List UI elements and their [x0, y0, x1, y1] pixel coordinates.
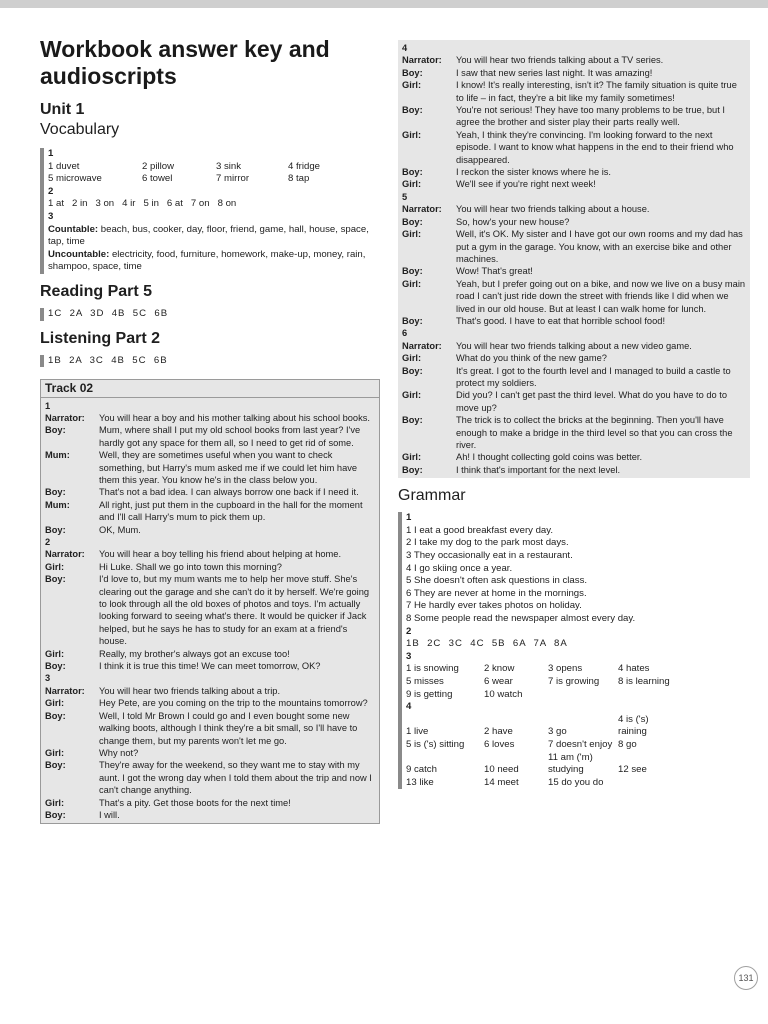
dialogue-line — [402, 315, 746, 327]
uncountable-list: electricity, food, furniture, homework, make-up, money, rain, shampoo, space, time — [48, 248, 366, 273]
dialogue-line — [402, 67, 746, 79]
countable-answer — [48, 224, 380, 249]
grammar-ex1 — [406, 525, 750, 626]
dialogue-line — [45, 412, 375, 424]
answer-row — [406, 689, 750, 702]
dialogue-line — [45, 710, 375, 747]
speaker-label: Boy: — [45, 809, 66, 820]
speaker-label: Boy: — [45, 661, 66, 672]
answer-row — [406, 752, 750, 777]
section-number: 6 — [402, 328, 408, 339]
answer-item: 3 go — [548, 726, 567, 738]
dialogue-text: I think that's important for the next level. — [456, 464, 621, 475]
dialogue-text: Well, they are sometimes useful when you want to check something, but Harry's mum asked me if we could let him have them this year. You know he's in the class below you. — [99, 450, 358, 485]
countable-list: beach, bus, cooker, day, floor, friend, game, hall, house, space, tap, time — [48, 223, 369, 248]
exercise-number: 1 — [406, 512, 412, 524]
section-number: 2 — [45, 537, 51, 547]
speaker-label: Narrator: — [45, 412, 85, 423]
dialogue-line — [402, 340, 746, 352]
answer-item: 2 know — [484, 663, 515, 675]
grammar-ex3 — [406, 663, 750, 701]
dialogue-text: Really, my brother's always got an excuse too! — [99, 648, 290, 659]
speaker-label: Mum: — [45, 499, 70, 510]
dialogue-text: That's good. I have to eat that horrible school food! — [456, 315, 666, 326]
speaker-label: Girl: — [402, 278, 422, 289]
answer-item: 5 microwave — [48, 173, 102, 185]
answer-item: 15 do you do — [548, 776, 604, 788]
answer-row — [406, 714, 750, 739]
dialogue-line — [402, 278, 746, 315]
dialogue-line — [45, 449, 375, 486]
answer-item: 3 sink — [216, 160, 242, 172]
dialogue-line — [402, 104, 746, 129]
dialogue-line — [402, 166, 746, 178]
answer-row — [406, 663, 750, 676]
dialogue-line — [402, 203, 746, 215]
dialogue-text: You will hear two friends talking about a trip. — [99, 685, 281, 696]
dialogue-line — [45, 809, 375, 821]
speaker-label: Boy: — [402, 67, 423, 78]
speaker-label: Girl: — [402, 179, 422, 190]
answer-item: 9 is getting — [406, 688, 453, 700]
dialogue-text: All right, just put them in the cupboard in the hall for the moment and I'll call Harry's mum to pick them up. — [99, 499, 363, 523]
speaker-label: Boy: — [45, 487, 66, 498]
reading-heading: Reading Part 5 — [40, 282, 153, 300]
answer-item: 10 watch — [484, 688, 523, 700]
speaker-label: Narrator: — [45, 549, 85, 560]
speaker-label: Boy: — [45, 425, 66, 436]
speaker-label: Boy: — [402, 266, 423, 277]
dialogue-text: I'd love to, but my mum wants me to help her move stuff. She's clearing out the garage and she can't do it by herself. We're going to look through all the old boxes of photos and toys. I'm actually looking forward to seeing what's there. It would be quicker if Jack helped, but he says he has to study for an exam at a friend's house. — [99, 574, 370, 647]
answer-sentence: 3 They occasionally eat in a restaurant. — [406, 550, 573, 561]
dialogue-line — [402, 79, 746, 104]
answer-item: 11 am ('m) studying — [548, 751, 593, 776]
audioscript-panel — [40, 379, 380, 824]
dialogue-line — [402, 178, 746, 190]
answer-item: 5 misses — [406, 675, 444, 687]
dialogue-text: Why not? — [99, 747, 139, 758]
page-number: 131 — [734, 966, 758, 990]
speaker-label: Boy: — [402, 167, 423, 178]
answer-item: 8 go — [618, 738, 637, 750]
answer-item: 4 fridge — [288, 160, 320, 172]
exercise-number: 2 — [406, 625, 412, 637]
dialogue-text: It's great. I got to the fourth level and I managed to build a castle to protect my soldiers. — [456, 365, 731, 388]
dialogue-text: Well, it's OK. My sister and I have got our own rooms and my dad has put a gym in the garage. You know, with an exercise bike and other machines. — [456, 229, 743, 264]
listening-answers: 1B 2A 3C 4B 5C 6B — [40, 355, 380, 368]
exercise-number: 3 — [406, 650, 412, 662]
speaker-label: Boy: — [45, 524, 66, 535]
answer-line: 1 at 2 in 3 on 4 ir 5 in 6 at 7 on 8 on — [48, 198, 237, 210]
dialogue-line — [45, 524, 375, 536]
dialogue-line — [45, 685, 375, 697]
dialogue-text: So, how's your new house? — [456, 216, 570, 227]
answer-item: 2 have — [484, 726, 513, 738]
speaker-label: Girl: — [402, 452, 422, 463]
speaker-label: Girl: — [402, 353, 422, 364]
answer-sentence: 5 She doesn't often ask questions in class. — [406, 575, 588, 587]
exercise-number: 1 — [48, 148, 54, 159]
answer-sentence: 7 He hardly ever takes photos on holiday. — [406, 600, 582, 612]
dialogue-line — [45, 424, 375, 449]
dialogue-line — [402, 352, 746, 364]
answer-item: 1 is snowing — [406, 663, 459, 675]
dialogue-text: You will hear a boy telling his friend about helping at home. — [99, 549, 342, 560]
dialogue-line — [402, 464, 746, 476]
vocabulary-heading: Vocabulary — [40, 121, 120, 138]
dialogue-text: I reckon the sister knows where he is. — [456, 167, 612, 178]
dialogue-line — [402, 228, 746, 265]
dialogue-text: What do you think of the new game? — [456, 353, 607, 364]
speaker-label: Narrator: — [402, 55, 442, 66]
dialogue-line — [45, 561, 375, 573]
section-number: 3 — [45, 673, 51, 684]
answer-item: 6 wear — [484, 675, 513, 687]
dialogue-text: Mum, where shall I put my old school books from last year? I've hardly got any space for them all, so I need to get rid of some. — [99, 425, 361, 448]
dialogue-line — [45, 759, 375, 796]
answer-item: 2 pillow — [142, 160, 174, 172]
speaker-label: Narrator: — [45, 685, 85, 696]
answer-sentence: 8 Some people read the newspaper almost every day. — [406, 612, 636, 624]
speaker-label: Girl: — [45, 698, 65, 709]
answer-row — [406, 739, 750, 752]
answer-item: 3 opens — [548, 663, 583, 675]
dialogue-text: Did you? I can't get past the third level. What do you have to do to move up? — [456, 390, 728, 413]
answer-item: 6 towel — [142, 173, 173, 185]
answer-sentence: 4 I go skiing once a year. — [406, 562, 513, 574]
answer-item: 4 hates — [618, 663, 650, 675]
answer-item: 5 is ('s) sitting — [406, 738, 465, 750]
listening-heading: Listening Part 2 — [40, 329, 161, 347]
grammar-heading: Grammar — [398, 487, 466, 505]
answer-item: 10 need — [484, 764, 519, 776]
dialogue-line — [402, 129, 746, 166]
dialogue-text: Yeah, but I prefer going out on a bike, and now we live on a busy main road I can't just ride down the street with friends like I did when we lived in our old house. But at least I can walk home for lunch. — [456, 278, 746, 314]
dialogue-line — [45, 697, 375, 709]
dialogue-line — [45, 660, 375, 672]
speaker-label: Girl: — [45, 747, 65, 758]
speaker-label: Boy: — [402, 105, 423, 116]
dialogue-text: Hi Luke. Shall we go into town this morning? — [99, 561, 282, 572]
uncountable-answer — [48, 249, 380, 274]
vocabulary-answers — [40, 148, 380, 274]
grammar-answers — [398, 512, 750, 789]
speaker-label: Boy: — [402, 365, 423, 376]
dialogue-text: You will hear a boy and his mother talking about his school books. — [99, 412, 370, 423]
answer-row — [406, 676, 750, 689]
left-column — [40, 36, 380, 824]
answer-item: 6 loves — [484, 738, 515, 750]
top-band — [0, 0, 768, 8]
section-number: 4 — [402, 43, 408, 53]
speaker-label: Narrator: — [402, 340, 442, 351]
reading-answers: 1C 2A 3D 4B 5C 6B — [40, 308, 380, 321]
speaker-label: Boy: — [45, 574, 66, 585]
speaker-label: Girl: — [402, 229, 422, 240]
exercise-number: 3 — [48, 210, 54, 222]
countable-label: Countable: — [48, 223, 99, 235]
dialogue-line — [45, 573, 375, 647]
answer-item: 4 is ('s) raining — [618, 713, 649, 738]
answer-line: 1B 2C 3C 4C 5B 6A 7A 8A — [406, 638, 568, 650]
dialogue-text: You will hear two friends talking about a new video game. — [456, 340, 692, 351]
dialogue-text: Ah! I thought collecting gold coins was better. — [456, 452, 643, 463]
speaker-label: Girl: — [402, 129, 422, 140]
answer-item: 7 is growing — [548, 675, 600, 687]
dialogue-text: I will. — [99, 809, 120, 820]
answer-row — [48, 161, 380, 174]
answer-item: 7 mirror — [216, 173, 250, 185]
dialogue-line — [402, 216, 746, 228]
answer-item: 12 see — [618, 764, 647, 776]
dialogue-text: They're away for the weekend, so they want me to stay with my aunt. I got the wrong day when I told them about the trip and now I can't change anything. — [99, 760, 372, 796]
speaker-label: Girl: — [45, 797, 65, 808]
answer-item: 9 catch — [406, 764, 437, 776]
answer-row — [406, 777, 750, 790]
answer-row — [48, 173, 380, 186]
dialogue-line — [402, 389, 746, 414]
uncountable-label: Uncountable: — [48, 248, 110, 260]
dialogue-text: We'll see if you're right next week! — [456, 179, 596, 190]
speaker-label: Boy: — [402, 315, 423, 326]
answer-item: 8 tap — [288, 173, 310, 185]
right-column — [398, 40, 750, 789]
answer-item: 13 like — [406, 776, 434, 788]
dialogue-text: Yeah, I think they're convincing. I'm looking forward to the next episode. I want to know what happens in the end to their friend who disappeared. — [456, 129, 734, 165]
dialogue-text: I think it is true this time! We can meet tomorrow, OK? — [99, 661, 321, 672]
dialogue-text: Wow! That's great! — [456, 266, 533, 277]
answer-sentence: 2 I take my dog to the park most days. — [406, 537, 569, 549]
speaker-label: Girl: — [402, 80, 422, 91]
dialogue-line — [45, 548, 375, 560]
exercise-number: 4 — [406, 701, 412, 713]
dialogue-text: I saw that new series last night. It was amazing! — [456, 67, 653, 78]
dialogue-line — [45, 486, 375, 498]
speaker-label: Boy: — [402, 415, 423, 426]
section-number: 1 — [45, 400, 51, 411]
dialogue-text: You will hear two friends talking about a TV series. — [456, 55, 664, 66]
dialogue-text: You will hear two friends talking about a house. — [456, 204, 650, 215]
answer-sentence: 6 They are never at home in the mornings. — [406, 587, 587, 599]
speaker-label: Girl: — [45, 648, 65, 659]
dialogue-text: Well, I told Mr Brown I could go and I even bought some new walking boots, although I think they're a bit small, so I'll have to change them, but my parents won't let me go. — [99, 710, 358, 746]
unit-heading: Unit 1 — [40, 101, 85, 118]
dialogue-line — [45, 747, 375, 759]
speaker-label: Boy: — [45, 710, 66, 721]
dialogue-text: Hey Pete, are you coming on the trip to the mountains tomorrow? — [99, 698, 368, 709]
section-number: 5 — [402, 191, 408, 202]
dialogue-line — [45, 499, 375, 524]
page-title: Workbook answer key and audioscripts — [40, 36, 330, 89]
track-title: Track 02 — [41, 380, 379, 397]
dialogue-text: I know! It's really interesting, isn't it? The family situation is quite true to life – in fact, they're a bit like my family sometimes! — [456, 80, 737, 103]
exercise-number: 2 — [48, 185, 54, 197]
speaker-label: Girl: — [402, 390, 422, 401]
answer-item: 14 meet — [484, 776, 519, 788]
dialogue-line — [45, 797, 375, 809]
dialogue-text: The trick is to collect the bricks at the beginning. Then you'll have enough to make a bridge in the third level so that you can cross the river. — [456, 415, 733, 450]
speaker-label: Boy: — [402, 464, 423, 475]
dialogue-line — [45, 648, 375, 660]
dialogue-text: You're not serious! They have too many problems to be true, but I agree the brother and sister play their parts really well. — [456, 105, 725, 128]
speaker-label: Narrator: — [402, 204, 442, 215]
dialogue-line — [402, 414, 746, 451]
dialogue-text: That's not a bad idea. I can always borrow one back if I need it. — [99, 487, 359, 498]
dialogue-line — [402, 54, 746, 66]
answer-item: 1 live — [406, 726, 429, 738]
grammar-ex4 — [406, 714, 750, 790]
speaker-label: Girl: — [45, 561, 65, 572]
speaker-label: Mum: — [45, 450, 70, 461]
answer-item: 8 is learning — [618, 675, 670, 687]
dialogue-line — [402, 451, 746, 463]
audioscript-continued — [398, 40, 750, 478]
dialogue-line — [402, 265, 746, 277]
speaker-label: Boy: — [45, 760, 66, 771]
answer-sentence: 1 I eat a good breakfast every day. — [406, 524, 554, 536]
answer-item: 7 doesn't enjoy — [548, 738, 613, 750]
dialogue-text: That's a pity. Get those boots for the next time! — [99, 797, 291, 808]
answer-item: 1 duvet — [48, 160, 80, 172]
dialogue-line — [402, 365, 746, 390]
speaker-label: Boy: — [402, 216, 423, 227]
dialogue-text: OK, Mum. — [99, 524, 141, 535]
